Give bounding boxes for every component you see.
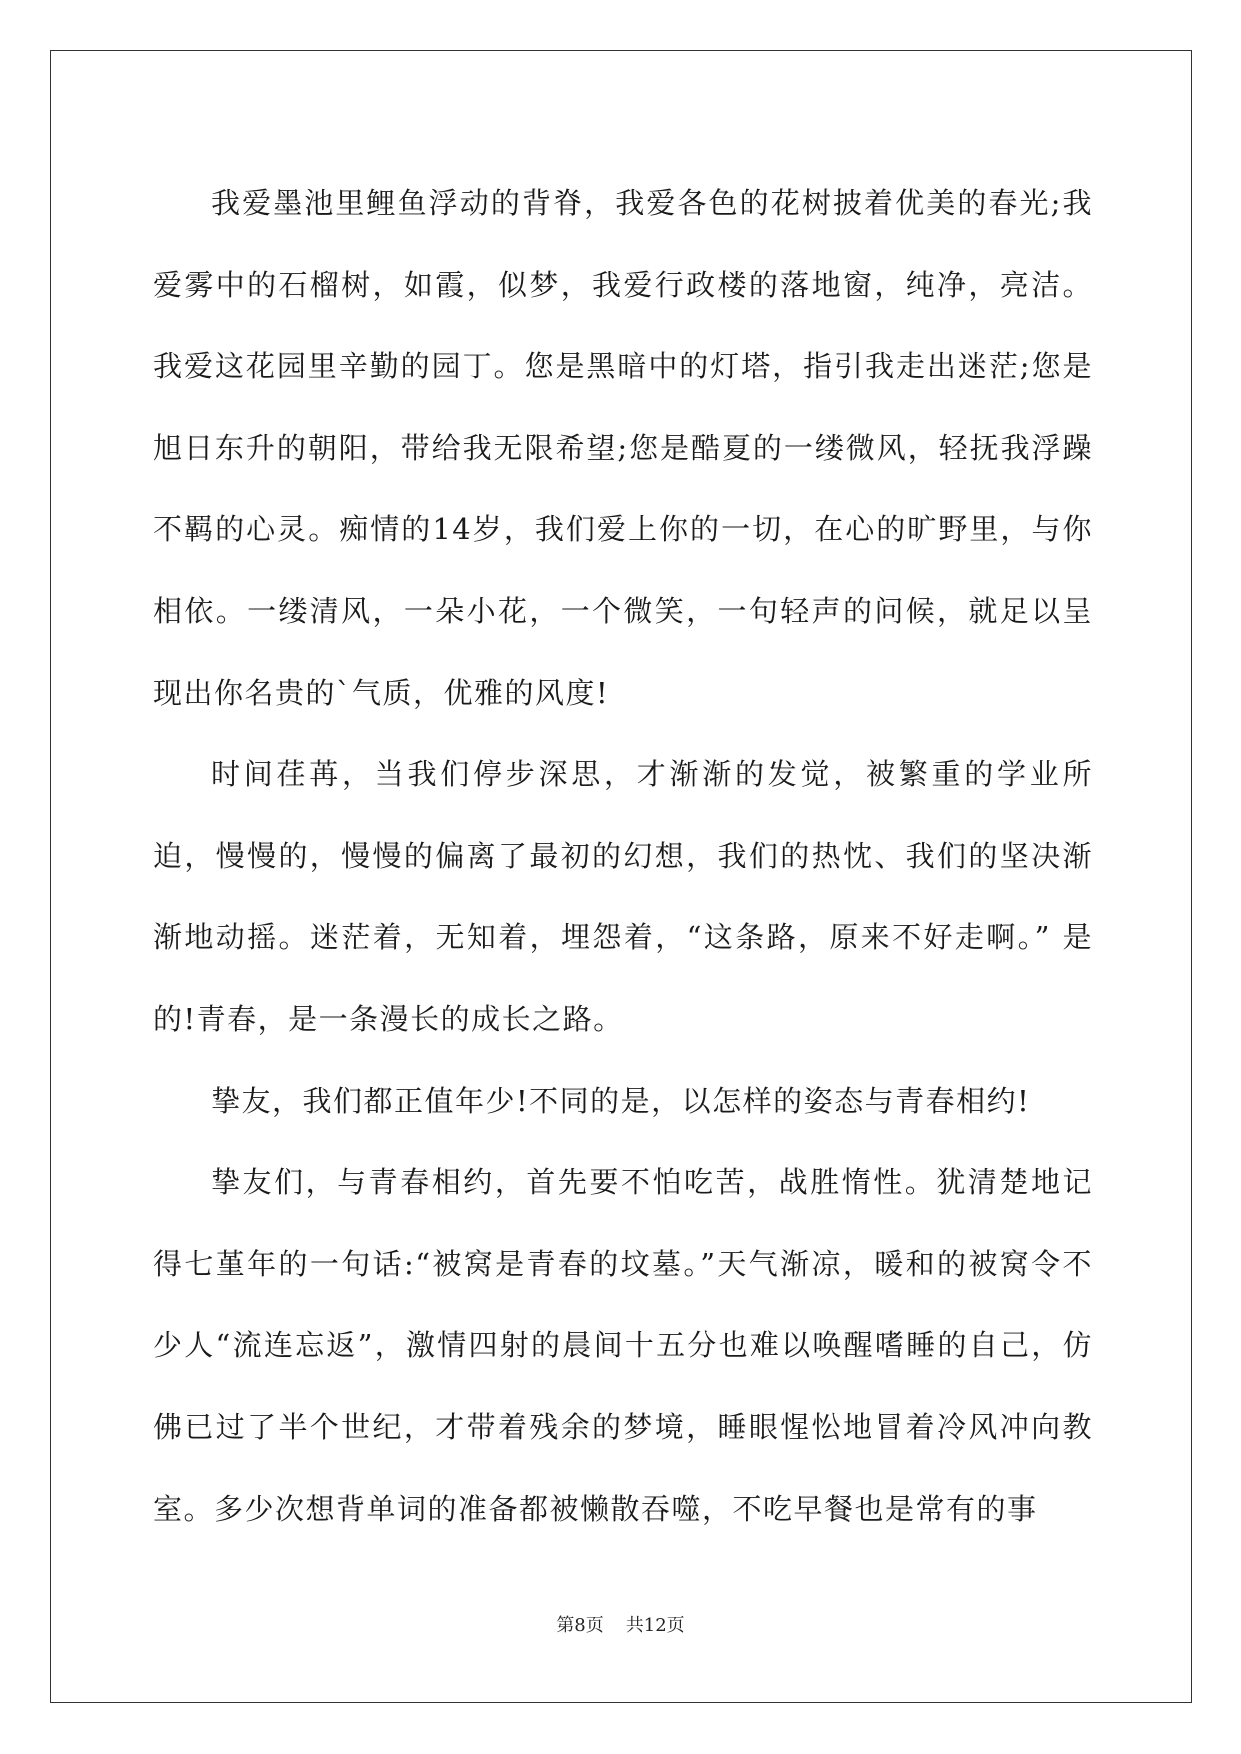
paragraph-3: 挚友，我们都正值年少!不同的是，以怎样的姿态与青春相约! xyxy=(211,1083,1031,1118)
page-number-current: 第8页 xyxy=(556,1615,604,1636)
document-body xyxy=(153,163,1093,1550)
paragraph-1: 我爱墨池里鲤鱼浮动的背脊，我爱各色的花树披着优美的春光;我爱雾中的石榴树，如霞，似梦，我爱行政楼的落地窗，纯净，亮洁。我爱这花园里辛勤的园丁。您是黑暗中的灯塔，指引我走出迷茫;您是旭日东升的朝阳，带给我无限希望;您是酷夏的一缕微风，轻抚我浮躁不羁的心灵。痴情的14岁，我们爱上你的一切，在心的旷野里，与你相依。一缕清风，一朵小花，一个微笑，一句轻声的问候，就足以呈现出你名贵的`气质，优雅的风度! xyxy=(153,186,1093,710)
paragraph-2: 时间荏苒，当我们停步深思，才渐渐的发觉，被繁重的学业所迫，慢慢的，慢慢的偏离了最初的幻想，我们的热忱、我们的坚决渐渐地动摇。迷茫着，无知着，埋怨着，“这条路，原来不好走啊。” 是的!青春，是一条漫长的成长之路。 xyxy=(153,757,1093,1036)
page-footer xyxy=(0,1614,1241,1638)
page-number-total: 共12页 xyxy=(625,1615,685,1636)
paragraph-4: 挚友们，与青春相约，首先要不怕吃苦，战胜惰性。犹清楚地记得七堇年的一句话:“被窝是青春的坟墓。”天气渐凉，暖和的被窝令不少人“流连忘返”，激情四射的晨间十五分也难以唤醒嗜睡的自己，仿佛已过了半个世纪，才带着残余的梦境，睡眼惺忪地冒着冷风冲向教室。多少次想背单词的准备都被懒散吞噬，不吃早餐也是常有的事 xyxy=(153,1165,1093,1526)
